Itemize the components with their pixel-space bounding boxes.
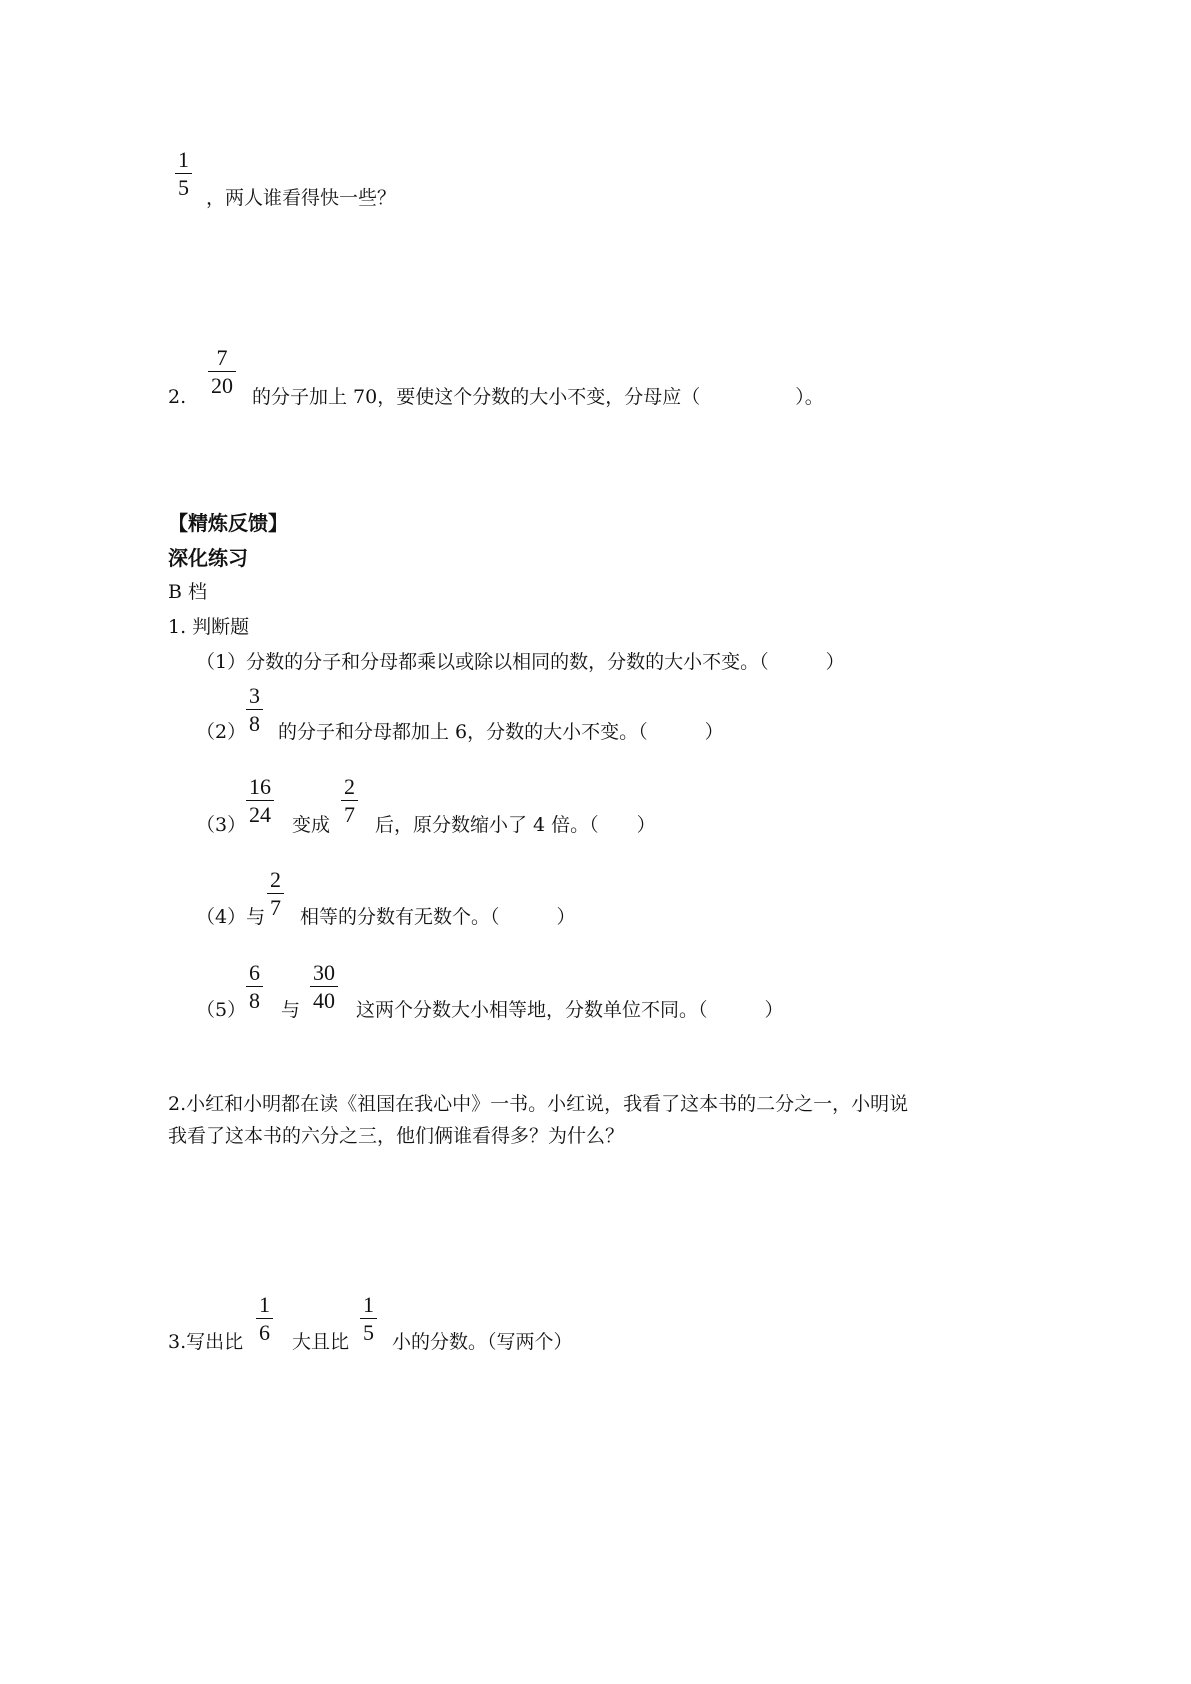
fraction-denominator: 24	[249, 802, 271, 827]
q3-prefix: 3.写出比	[168, 1331, 244, 1353]
fraction-bar	[360, 1318, 377, 1319]
level-label: B 档	[168, 581, 208, 603]
top-question-text: ，两人谁看得快一些？	[206, 187, 397, 209]
fraction-denominator: 5	[363, 1320, 374, 1345]
fraction-numerator: 2	[344, 774, 355, 799]
fraction-denominator: 7	[344, 802, 355, 827]
q2-top-number: 2.	[168, 386, 187, 408]
fraction-numerator: 6	[249, 960, 260, 985]
judge-item-4-text: 相等的分数有无数个。（ ）	[300, 906, 576, 928]
fraction-numerator: 1	[363, 1292, 374, 1317]
judge-item-5-label: （5）	[196, 999, 247, 1021]
fraction-sixteen-twentyfourths	[246, 774, 274, 827]
fraction-denominator: 40	[313, 988, 335, 1013]
fraction-two-sevenths	[267, 867, 284, 920]
fraction-numerator: 7	[216, 345, 228, 370]
fraction-numerator: 2	[270, 867, 281, 892]
fraction-denominator: 8	[249, 711, 260, 736]
fraction-bar	[256, 1318, 273, 1319]
fraction-bar	[175, 173, 192, 174]
fraction-denominator: 7	[270, 895, 281, 920]
fraction-bar	[246, 709, 263, 710]
judge-item-4-label: （4）与	[196, 906, 266, 928]
q2-top-text: 的分子加上 70，要使这个分数的大小不变，分母应（ ）。	[252, 386, 824, 408]
fraction-numerator: 16	[249, 774, 271, 799]
q2-line-2: 我看了这本书的六分之三，他们俩谁看得多？为什么？	[168, 1125, 625, 1147]
judge-title: 1. 判断题	[168, 616, 250, 638]
fraction-one-sixth	[256, 1292, 273, 1345]
fraction-bar	[246, 800, 274, 801]
fraction-two-sevenths	[341, 774, 358, 827]
fraction-numerator: 3	[249, 683, 260, 708]
fraction-one-fifth	[175, 147, 192, 200]
fraction-numerator: 1	[259, 1292, 270, 1317]
judge-item-2-text: 的分子和分母都加上 6，分数的大小不变。（ ）	[278, 721, 724, 743]
judge-item-text: 分数的分子和分母都乘以或除以相同的数，分数的大小不变。（ ）	[246, 651, 845, 673]
q3-suffix: 小的分数。（写两个）	[392, 1331, 573, 1353]
fraction-three-eighths	[246, 683, 263, 736]
fraction-numerator: 1	[178, 147, 189, 172]
judge-item-3-text: 后，原分数缩小了 4 倍。（ ）	[375, 814, 656, 836]
fraction-bar	[267, 893, 284, 894]
judge-item-label: （1）	[196, 651, 247, 673]
judge-item-5-mid: 与	[281, 999, 301, 1021]
fraction-one-fifth	[360, 1292, 377, 1345]
judge-item-3-label: （3）	[196, 814, 247, 836]
judge-item-2-label: （2）	[196, 721, 247, 743]
fraction-bar	[341, 800, 358, 801]
fraction-denominator: 8	[249, 988, 260, 1013]
judge-item-5-text: 这两个分数大小相等地，分数单位不同。（ ）	[356, 999, 784, 1021]
judge-item-3-mid: 变成	[292, 814, 331, 836]
fraction-bar	[310, 986, 338, 987]
fraction-denominator: 6	[259, 1320, 270, 1345]
q3-mid: 大且比	[292, 1331, 350, 1353]
fraction-numerator: 30	[313, 960, 335, 985]
fraction-denominator: 20	[211, 373, 233, 398]
fraction-bar	[246, 986, 263, 987]
fraction-six-eighths	[246, 960, 263, 1013]
q2-line-1: 2.小红和小明都在读《祖国在我心中》一书。小红说，我看了这本书的二分之一，小明说	[168, 1093, 909, 1115]
section-heading: 【精炼反馈】	[168, 511, 288, 535]
fraction-bar	[208, 371, 236, 372]
fraction-thirty-fortieths	[310, 960, 338, 1013]
fraction-seven-twentieths	[208, 345, 236, 398]
fraction-denominator: 5	[178, 175, 189, 200]
sub-heading: 深化练习	[168, 546, 248, 570]
judge-item-1	[196, 650, 845, 674]
